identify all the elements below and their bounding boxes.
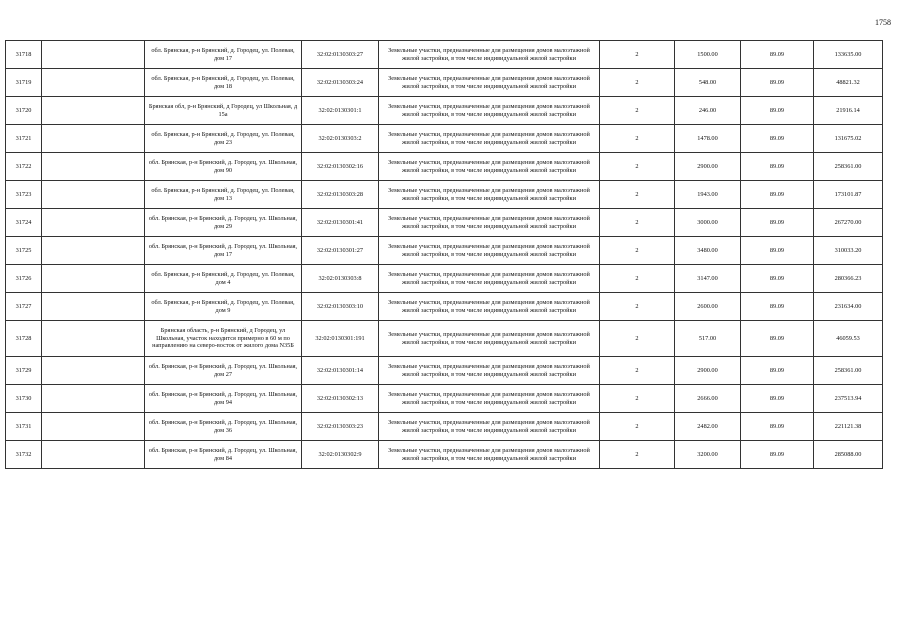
blank-cell <box>42 153 145 181</box>
address-cell: обл. Брянская, р-н Брянский, д. Городец, ул. Школьная, дом 94 <box>145 385 302 413</box>
area-cell: 517.00 <box>675 321 741 357</box>
land-use-cell: Земельные участки, предназначенные для размещения домов малоэтажной жилой застройки, в том числе индивидуальной жилой застройки <box>379 237 600 265</box>
cadastral-number-cell: 32:02:0130303:28 <box>302 181 379 209</box>
blank-cell <box>42 97 145 125</box>
cadastral-number-cell: 32:02:0130301:14 <box>302 357 379 385</box>
blank-cell <box>42 125 145 153</box>
land-use-cell: Земельные участки, предназначенные для размещения домов малоэтажной жилой застройки, в том числе индивидуальной жилой застройки <box>379 209 600 237</box>
address-cell: обл. Брянская, р-н Брянский, д. Городец, ул. Полевая, дом 4 <box>145 265 302 293</box>
blank-cell <box>42 357 145 385</box>
table-row <box>6 321 883 357</box>
area-cell: 3480.00 <box>675 237 741 265</box>
table-row <box>6 181 883 209</box>
cadastral-number-cell: 32:02:0130303:10 <box>302 293 379 321</box>
cadastral-value-cell: 48821.32 <box>814 69 883 97</box>
row-number: 31726 <box>6 265 42 293</box>
cadastral-value-cell: 46059.53 <box>814 321 883 357</box>
use-code-cell: 2 <box>600 385 675 413</box>
table-body <box>6 41 883 469</box>
area-cell: 3147.00 <box>675 265 741 293</box>
land-use-cell: Земельные участки, предназначенные для размещения домов малоэтажной жилой застройки, в том числе индивидуальной жилой застройки <box>379 413 600 441</box>
specific-value-cell: 89.09 <box>741 125 814 153</box>
area-cell: 548.00 <box>675 69 741 97</box>
land-use-cell: Земельные участки, предназначенные для размещения домов малоэтажной жилой застройки, в том числе индивидуальной жилой застройки <box>379 441 600 469</box>
area-cell: 246.00 <box>675 97 741 125</box>
area-cell: 1500.00 <box>675 41 741 69</box>
table-row <box>6 69 883 97</box>
row-number: 31729 <box>6 357 42 385</box>
row-number: 31730 <box>6 385 42 413</box>
address-cell: Брянская обл, р-н Брянский, д Городец, ул Школьная, д 15а <box>145 97 302 125</box>
blank-cell <box>42 441 145 469</box>
table-row <box>6 153 883 181</box>
address-cell: обл. Брянская, р-н Брянский, д. Городец, ул. Полевая, дом 23 <box>145 125 302 153</box>
area-cell: 3000.00 <box>675 209 741 237</box>
address-cell: обл. Брянская, р-н Брянский, д. Городец, ул. Полевая, дом 17 <box>145 41 302 69</box>
address-cell: обл. Брянская, р-н Брянский, д. Городец, ул. Школьная, дом 84 <box>145 441 302 469</box>
area-cell: 3200.00 <box>675 441 741 469</box>
use-code-cell: 2 <box>600 181 675 209</box>
row-number: 31727 <box>6 293 42 321</box>
cadastral-number-cell: 32:02:0130301:27 <box>302 237 379 265</box>
blank-cell <box>42 181 145 209</box>
row-number: 31720 <box>6 97 42 125</box>
address-cell: обл. Брянская, р-н Брянский, д. Городец, ул. Школьная, дом 29 <box>145 209 302 237</box>
use-code-cell: 2 <box>600 97 675 125</box>
use-code-cell: 2 <box>600 41 675 69</box>
cadastral-number-cell: 32:02:0130302:16 <box>302 153 379 181</box>
table-row <box>6 293 883 321</box>
cadastral-value-cell: 310033.20 <box>814 237 883 265</box>
blank-cell <box>42 209 145 237</box>
table-row <box>6 441 883 469</box>
specific-value-cell: 89.09 <box>741 153 814 181</box>
specific-value-cell: 89.09 <box>741 41 814 69</box>
cadastral-number-cell: 32:02:0130301:41 <box>302 209 379 237</box>
blank-cell <box>42 41 145 69</box>
blank-cell <box>42 237 145 265</box>
cadastral-value-cell: 173101.87 <box>814 181 883 209</box>
address-cell: обл. Брянская, р-н Брянский, д. Городец, ул. Полевая, дом 9 <box>145 293 302 321</box>
cadastral-value-cell: 231634.00 <box>814 293 883 321</box>
row-number: 31732 <box>6 441 42 469</box>
land-use-cell: Земельные участки, предназначенные для размещения домов малоэтажной жилой застройки, в том числе индивидуальной жилой застройки <box>379 293 600 321</box>
area-cell: 1943.00 <box>675 181 741 209</box>
row-number: 31722 <box>6 153 42 181</box>
blank-cell <box>42 321 145 357</box>
use-code-cell: 2 <box>600 321 675 357</box>
row-number: 31728 <box>6 321 42 357</box>
use-code-cell: 2 <box>600 209 675 237</box>
address-cell: обл. Брянская, р-н Брянский, д. Городец, ул. Школьная, дом 27 <box>145 357 302 385</box>
cadastral-value-cell: 285088.00 <box>814 441 883 469</box>
row-number: 31719 <box>6 69 42 97</box>
specific-value-cell: 89.09 <box>741 441 814 469</box>
specific-value-cell: 89.09 <box>741 97 814 125</box>
use-code-cell: 2 <box>600 153 675 181</box>
use-code-cell: 2 <box>600 237 675 265</box>
land-use-cell: Земельные участки, предназначенные для размещения домов малоэтажной жилой застройки, в том числе индивидуальной жилой застройки <box>379 153 600 181</box>
cadastral-value-cell: 258361.00 <box>814 153 883 181</box>
cadastral-value-cell: 21916.14 <box>814 97 883 125</box>
specific-value-cell: 89.09 <box>741 357 814 385</box>
cadastral-value-cell: 237513.94 <box>814 385 883 413</box>
address-cell: обл. Брянская, р-н Брянский, д. Городец, ул. Школьная, дом 17 <box>145 237 302 265</box>
land-use-cell: Земельные участки, предназначенные для размещения домов малоэтажной жилой застройки, в том числе индивидуальной жилой застройки <box>379 385 600 413</box>
row-number: 31721 <box>6 125 42 153</box>
address-cell: обл. Брянская, р-н Брянский, д. Городец, ул. Школьная, дом 90 <box>145 153 302 181</box>
cadastral-value-cell: 221121.38 <box>814 413 883 441</box>
address-cell: Брянская область, р-н Брянский, д Городец, ул Школьная, участок находится примерно в 60 м по направлению на северо-восток от жилого дома N35Б <box>145 321 302 357</box>
specific-value-cell: 89.09 <box>741 209 814 237</box>
specific-value-cell: 89.09 <box>741 385 814 413</box>
use-code-cell: 2 <box>600 357 675 385</box>
cadastral-value-cell: 133635.00 <box>814 41 883 69</box>
row-number: 31724 <box>6 209 42 237</box>
blank-cell <box>42 385 145 413</box>
land-use-cell: Земельные участки, предназначенные для размещения домов малоэтажной жилой застройки, в том числе индивидуальной жилой застройки <box>379 41 600 69</box>
cadastral-number-cell: 32:02:0130303:8 <box>302 265 379 293</box>
table-row <box>6 385 883 413</box>
land-use-cell: Земельные участки, предназначенные для размещения домов малоэтажной жилой застройки, в том числе индивидуальной жилой застройки <box>379 97 600 125</box>
land-use-cell: Земельные участки, предназначенные для размещения домов малоэтажной жилой застройки, в том числе индивидуальной жилой застройки <box>379 125 600 153</box>
page-number: 1758 <box>875 18 891 27</box>
area-cell: 2482.00 <box>675 413 741 441</box>
land-use-cell: Земельные участки, предназначенные для размещения домов малоэтажной жилой застройки, в том числе индивидуальной жилой застройки <box>379 321 600 357</box>
blank-cell <box>42 265 145 293</box>
cadastral-number-cell: 32:02:0130302:9 <box>302 441 379 469</box>
table-row <box>6 209 883 237</box>
area-cell: 1478.00 <box>675 125 741 153</box>
area-cell: 2666.00 <box>675 385 741 413</box>
table-row <box>6 237 883 265</box>
address-cell: обл. Брянская, р-н Брянский, д. Городец, ул. Полевая, дом 18 <box>145 69 302 97</box>
cadastral-number-cell: 32:02:0130302:13 <box>302 385 379 413</box>
cadastral-number-cell: 32:02:0130301:191 <box>302 321 379 357</box>
use-code-cell: 2 <box>600 413 675 441</box>
area-cell: 2600.00 <box>675 293 741 321</box>
cadastral-number-cell: 32:02:0130303:24 <box>302 69 379 97</box>
cadastral-value-cell: 280366.23 <box>814 265 883 293</box>
cadastral-number-cell: 32:02:0130303:23 <box>302 413 379 441</box>
use-code-cell: 2 <box>600 293 675 321</box>
area-cell: 2900.00 <box>675 357 741 385</box>
use-code-cell: 2 <box>600 69 675 97</box>
blank-cell <box>42 413 145 441</box>
use-code-cell: 2 <box>600 125 675 153</box>
specific-value-cell: 89.09 <box>741 69 814 97</box>
specific-value-cell: 89.09 <box>741 293 814 321</box>
cadastral-number-cell: 32:02:0130301:1 <box>302 97 379 125</box>
table-row <box>6 41 883 69</box>
address-cell: обл. Брянская, р-н Брянский, д. Городец, ул. Школьная, дом 36 <box>145 413 302 441</box>
table-row <box>6 413 883 441</box>
use-code-cell: 2 <box>600 441 675 469</box>
row-number: 31723 <box>6 181 42 209</box>
cadastral-value-cell: 258361.00 <box>814 357 883 385</box>
row-number: 31731 <box>6 413 42 441</box>
blank-cell <box>42 293 145 321</box>
cadastral-value-cell: 131675.02 <box>814 125 883 153</box>
table-row <box>6 125 883 153</box>
blank-cell <box>42 69 145 97</box>
land-registry-table <box>5 40 883 469</box>
address-cell: обл. Брянская, р-н Брянский, д. Городец, ул. Полевая, дом 13 <box>145 181 302 209</box>
specific-value-cell: 89.09 <box>741 265 814 293</box>
area-cell: 2900.00 <box>675 153 741 181</box>
table-row <box>6 265 883 293</box>
specific-value-cell: 89.09 <box>741 237 814 265</box>
use-code-cell: 2 <box>600 265 675 293</box>
table-row <box>6 97 883 125</box>
row-number: 31718 <box>6 41 42 69</box>
land-use-cell: Земельные участки, предназначенные для размещения домов малоэтажной жилой застройки, в том числе индивидуальной жилой застройки <box>379 357 600 385</box>
cadastral-value-cell: 267270.00 <box>814 209 883 237</box>
specific-value-cell: 89.09 <box>741 181 814 209</box>
row-number: 31725 <box>6 237 42 265</box>
land-use-cell: Земельные участки, предназначенные для размещения домов малоэтажной жилой застройки, в том числе индивидуальной жилой застройки <box>379 265 600 293</box>
cadastral-number-cell: 32:02:0130303:27 <box>302 41 379 69</box>
table-row <box>6 357 883 385</box>
cadastral-number-cell: 32:02:0130303:2 <box>302 125 379 153</box>
specific-value-cell: 89.09 <box>741 321 814 357</box>
land-use-cell: Земельные участки, предназначенные для размещения домов малоэтажной жилой застройки, в том числе индивидуальной жилой застройки <box>379 181 600 209</box>
specific-value-cell: 89.09 <box>741 413 814 441</box>
land-use-cell: Земельные участки, предназначенные для размещения домов малоэтажной жилой застройки, в том числе индивидуальной жилой застройки <box>379 69 600 97</box>
